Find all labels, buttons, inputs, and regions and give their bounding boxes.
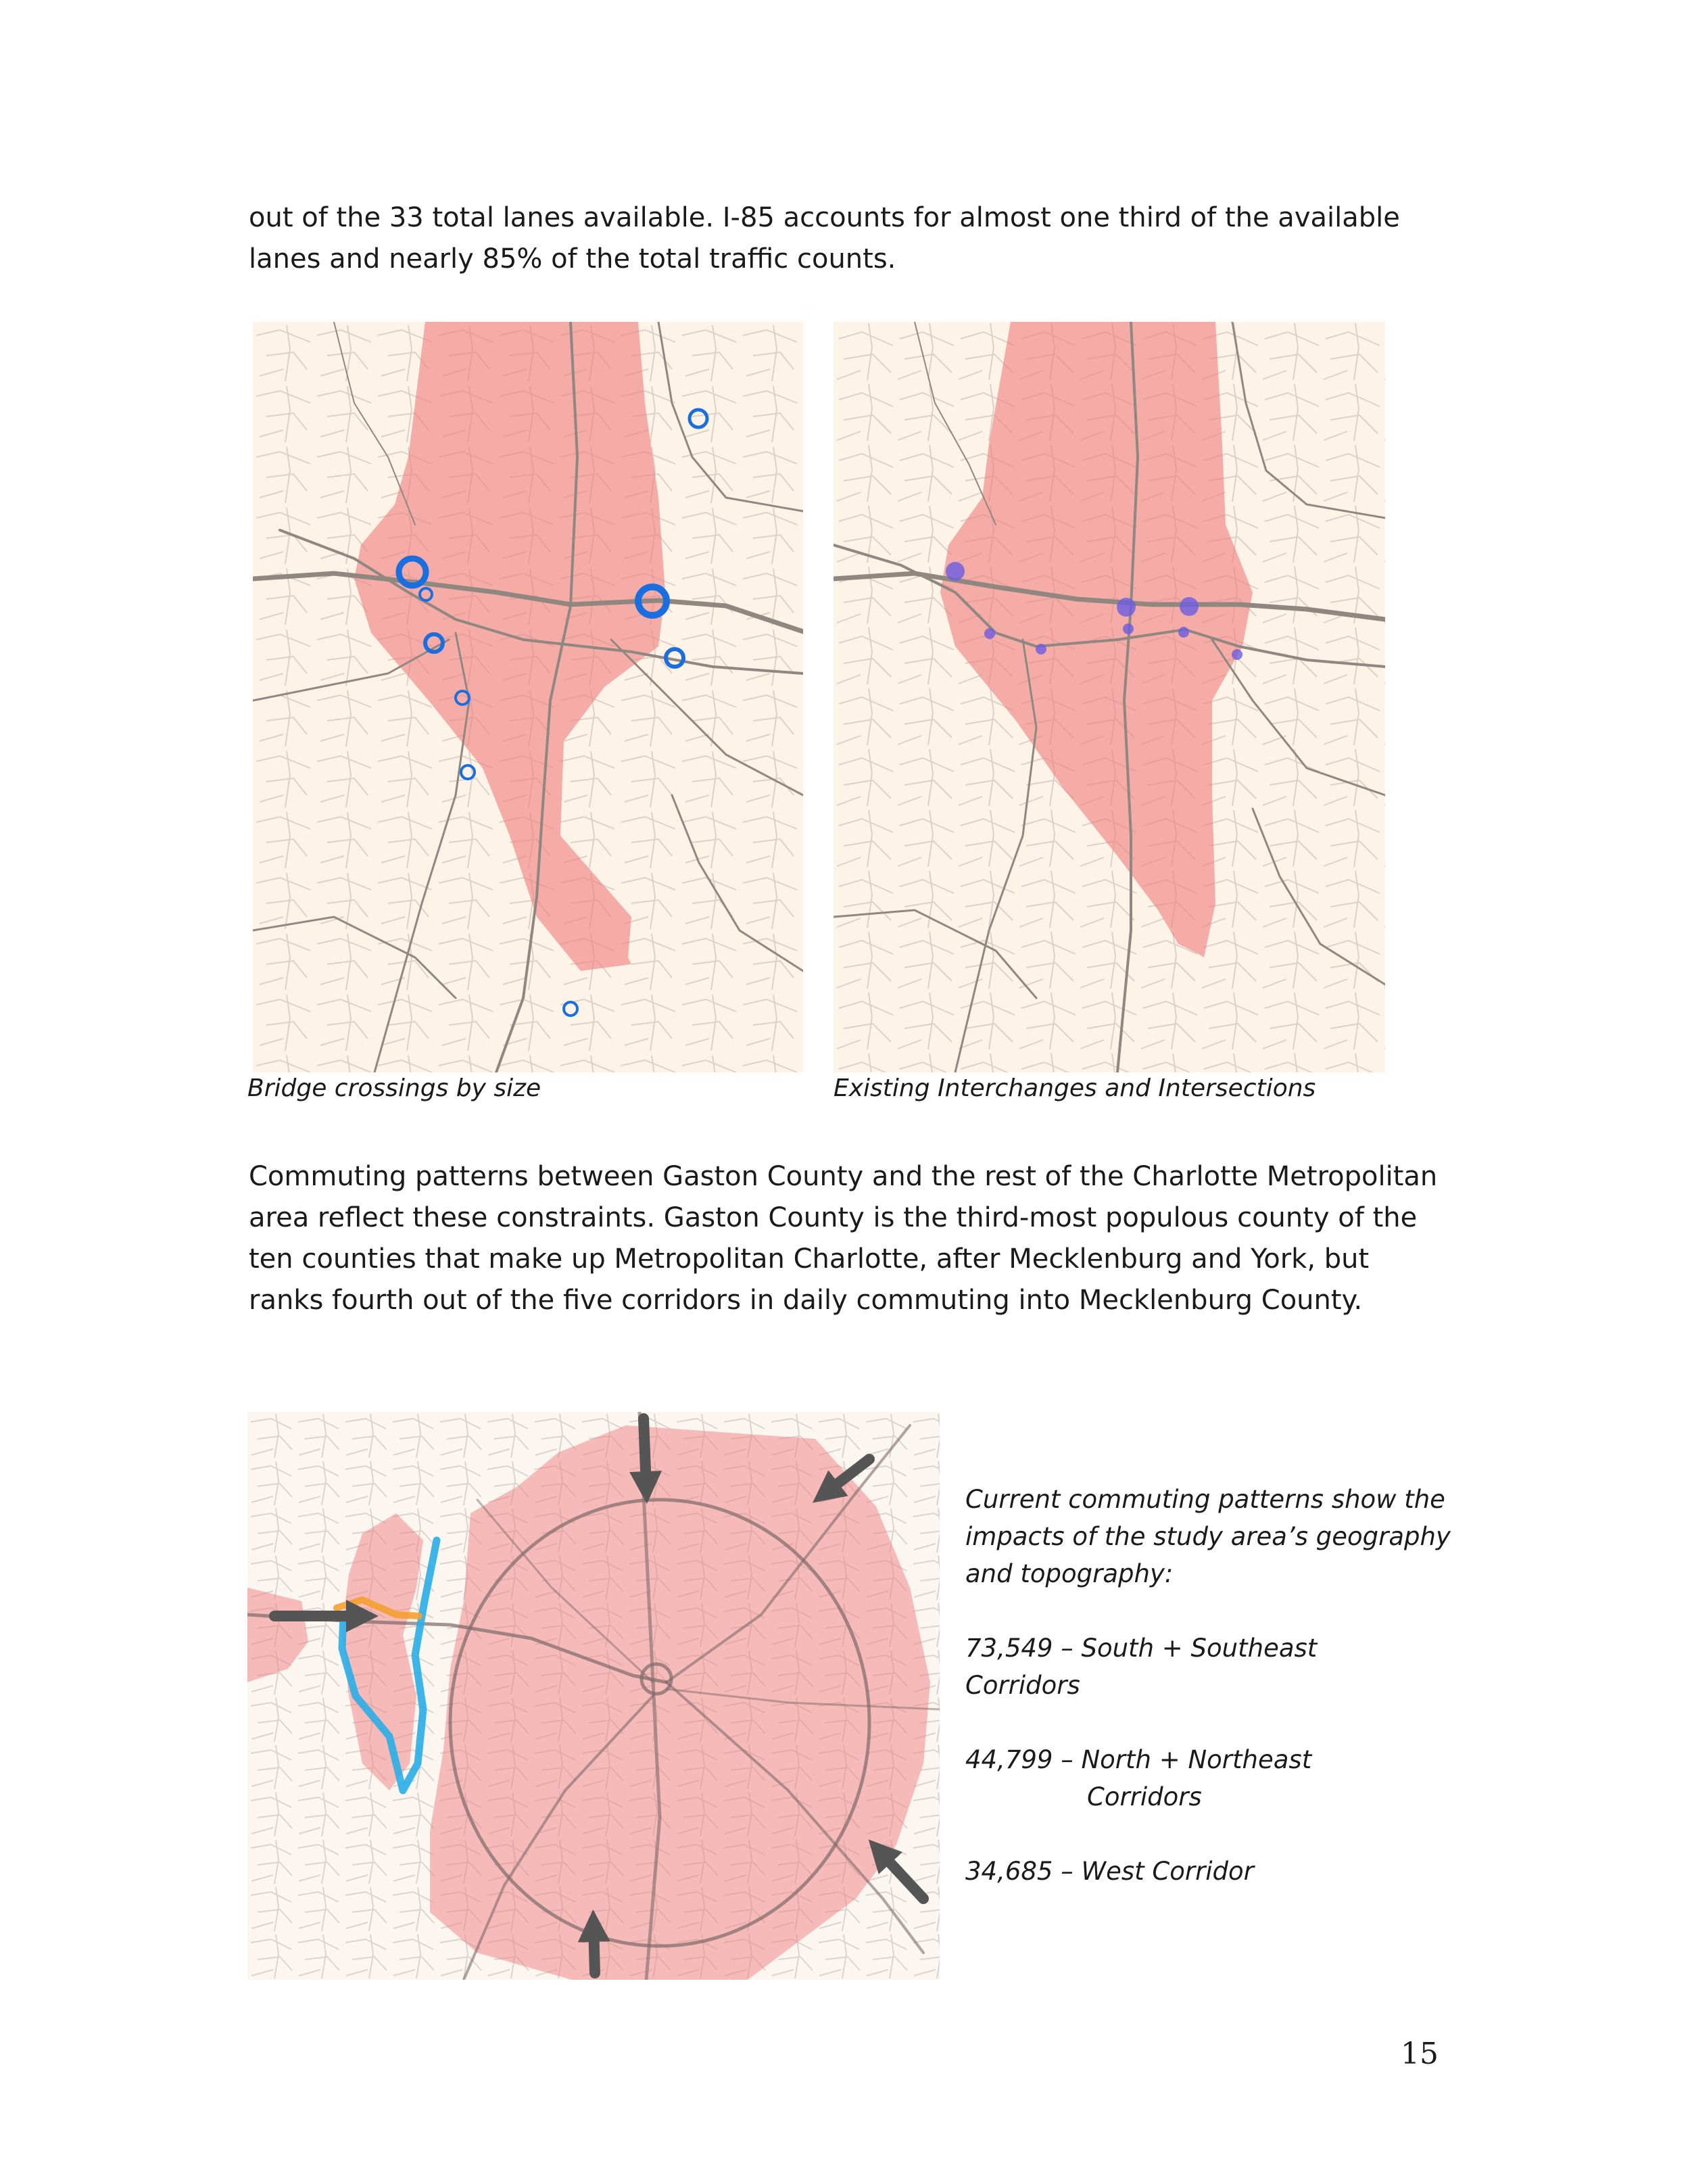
sidebar-intro: Current commuting patterns show the impacts of the study area’s geography and topography: [965,1485,1451,1588]
interchange-dot [984,628,995,639]
interchange-dot [1036,644,1046,655]
commuting-sidebar [965,1481,1452,1890]
body-paragraph-1: out of the 33 total lanes available. I-85 accounts for almost one third of the available lanes and nearly 85% of the total traffic counts. [249,202,1400,275]
stat-north-northeast-line-1: 44,799 – North + Northeast [965,1745,1312,1774]
interchange-dot [1123,623,1134,634]
bridge-crossings-map [253,322,803,1072]
stat-south-southeast-line-2: Corridors [965,1671,1080,1700]
body-paragraph-2: Commuting patterns between Gaston County and the rest of the Charlotte Metropolitan area reflect these constraints. Gaston County is the third-most populous county of the ten counties that make up Metropolitan Charlotte, after Mecklenburg and York, but ranks fourth out of the five corridors in daily commuting into Mecklenburg County. [249,1161,1438,1316]
commuting-patterns-map [247,1412,940,1980]
interchange-dot [1178,627,1189,638]
arrow-north [644,1419,646,1488]
stat-north-northeast-line-2: Corridors [1087,1782,1202,1811]
interchange-dot [1232,649,1242,660]
stat-west-corridor: 34,685 – West Corridor [965,1857,1254,1886]
left-figure-caption: Bridge crossings by size [247,1074,541,1102]
interchange-dot-large [1180,597,1199,616]
right-figure-caption: Existing Interchanges and Intersections [834,1074,1316,1102]
mecklenburg-area-shading [430,1425,930,1980]
interchange-dot-large [1117,598,1136,617]
interchanges-map [834,322,1385,1072]
stat-south-southeast-line-1: 73,549 – South + Southeast [965,1634,1318,1663]
page-number: 15 [1401,2037,1439,2071]
interchange-dot-large [946,562,965,581]
arrow-south [594,1926,595,1973]
